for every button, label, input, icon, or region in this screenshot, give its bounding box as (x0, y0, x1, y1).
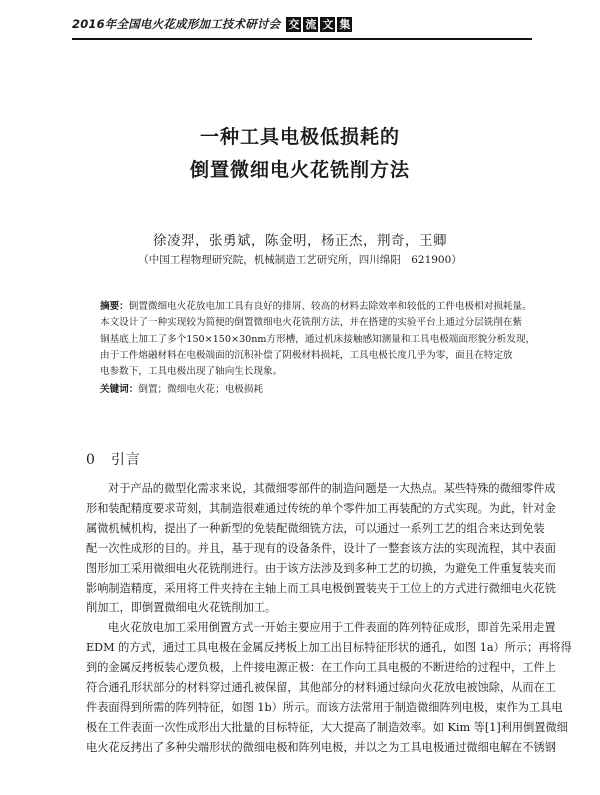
abstract-line: 倒置微细电火花放电加工具有良好的排屑、较高的材料去除效率和较低的工件电极相对损耗量。 (128, 301, 532, 312)
paper-title-line-1: 一种工具电极低损耗的 (199, 126, 400, 148)
body-line: 到的金属反拷板装心逻负极，上件接电源正极：在工作向工具电极的不断进给的过程中，工件上 (86, 661, 556, 675)
keywords-text: 倒置；微细电火花；电极损耗 (138, 384, 264, 395)
body-text (86, 479, 572, 758)
header-divider (72, 38, 532, 40)
header-badge: 集 (339, 17, 351, 31)
abstract-label: 摘要： (100, 301, 129, 312)
body-line: 件表面得到所需的阵列特征，如图 1b）所示。而该方法常用于制造微细阵列电极，束作为工具电 (86, 700, 563, 714)
body-line: 形和装配精度要求苛刻，其制造很难通过传统的单个零件加工再装配的方式实现。为此，针对金 (86, 501, 556, 515)
body-line: 图形加工采用微细电火花铣削进行。由于该方法涉及到多种工艺的切换，为避免工件重复装夹而 (86, 561, 556, 575)
affiliation: （中国工程物理研究院，机械制造工艺研究所，四川绵阳 621900） (138, 254, 462, 266)
keywords (100, 381, 263, 395)
body-line: 电火花放电加工采用倒置方式一开始主要应用于工件表面的阵列特征成形，即首先采用走置 (108, 621, 556, 635)
proceedings-header (72, 16, 352, 32)
header-badge: 文 (322, 17, 334, 31)
keywords-label: 关键词： (100, 384, 139, 395)
section-title: 引言 (110, 452, 141, 468)
body-line: 极在工件表面一次性成形出大批量的目标特征，大大提高了制造效率。如 Kim 等[1]利用倒置微细 (86, 720, 568, 734)
body-line: 属微机械机构，提出了一种新型的免装配微细铣方法，可以通过一系列工艺的组合来达到免装 (86, 521, 545, 535)
abstract-line: 铜基底上加工了多个150×150×30nm方形槽，通过机床接触感知测量和工具电极端面形貌分析发现， (100, 333, 536, 345)
body-line: 符合通孔形状部分的材料穿过通孔被保留，其他部分的材料通过绿向火花放电被蚀除，从而在工 (86, 681, 556, 695)
abstract-line: 本文设计了一种实现较为简便的倒置微细电火花铣削方法，并在搭建的实验平台上通过分层铣削在紫 (100, 317, 523, 329)
body-line: 电火花反拷出了多种尖端形状的微细电极和阵列电极，并以之为工具电极通过微细电解在不锈钢 (86, 740, 556, 754)
body-line: EDM 的方式，通过工具电极在金属反拷板上加工出目标特征形状的通孔，如图 1a）所示；再将得 (86, 641, 572, 655)
header-badge: 交 (288, 17, 300, 31)
body-line: 对于产品的微型化需求来说，其微细零部件的制造问题是一大热点。某些特殊的微细零件成 (108, 482, 556, 495)
paper-title-line-2: 倒置微细电火花铣削方法 (189, 159, 410, 181)
body-line: 配一次性成形的目的。并且，基于现有的设备条件，设计了一整套该方法的实现流程，其中表面 (86, 541, 556, 555)
abstract-line: 电参数下，工具电极出现了轴向生长现象。 (100, 366, 283, 378)
section-number: 0 (86, 452, 96, 468)
section-heading (86, 449, 141, 469)
body-line: 影响制造精度，采用将工件夹持在主轴上而工具电极倒置装夹于工位上的方式进行微细电火花铣 (86, 581, 556, 595)
abstract-line: 由于工件熔融材料在电极端面的沉积补偿了阴极材料损耗，工具电极长度几乎为零，面且在特定放 (100, 349, 513, 361)
author-list: 徐凌羿，张勇斌，陈金明，杨正杰，荆奇，王卿 (153, 233, 447, 249)
header-badges (286, 17, 352, 32)
header-title: 2016年全国电火花成形加工技术研讨会 (72, 17, 281, 31)
abstract (100, 299, 536, 380)
header-badge: 流 (305, 17, 317, 31)
body-line: 削加工，即倒置微细电火花铣削加工。 (86, 601, 277, 615)
